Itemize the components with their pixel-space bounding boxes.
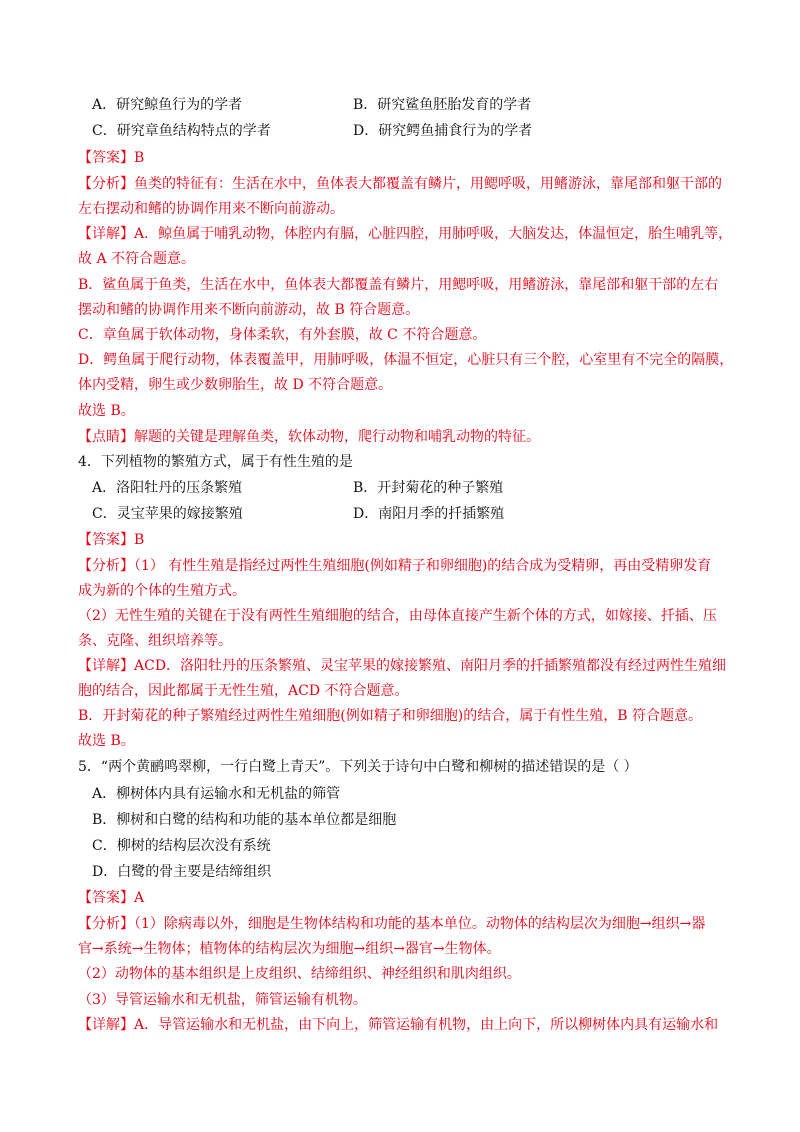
detail-line: B．开封菊花的种子繁殖经过两性生殖细胞(例如精子和卵细胞)的结合，属于有性生殖，B 符合题意。 [78,708,702,724]
analysis-line: 【分析】鱼类的特征有：生活在水中，鱼体表大都覆盖有鳞片，用鳃呼吸，用鳍游泳，靠尾部和躯干部的 [78,176,722,192]
question-4-stem: 4．下列植物的繁殖方式，属于有性生殖的是 [78,454,353,470]
detail-line: C．章鱼属于软体动物，身体柔软，有外套膜，故 C 不符合题意。 [78,327,487,343]
analysis-line: 左右摆动和鳍的协调作用来不断向前游动。 [78,201,344,217]
detail-line: 体内受精，卵生或少数卵胎生，故 D 不符合题意。 [78,377,393,393]
option-d: D．白鹭的骨主要是结缔组织 [92,864,272,880]
comment-line: 【点睛】解题的关键是理解鱼类，软体动物，爬行动物和哺乳动物的特征。 [78,429,540,445]
option-c: C．研究章鱼结构特点的学者 [92,123,271,139]
option-c: C．柳树的结构层次没有系统 [92,838,271,854]
detail-line: B．鲨鱼属于鱼类，生活在水中，鱼体表大都覆盖有鳞片，用鳃呼吸，用鳍游泳，靠尾部和躯干部的左右 [78,277,719,293]
analysis-line: 官→系统→生物体；植物体的结构层次为细胞→组织→器官→生物体。 [78,941,501,957]
question-5-stem: 5．“两个黄鹂鸣翠柳，一行白鹭上青天”。下列关于诗句中白鹭和柳树的描述错误的是（ ） [78,759,638,775]
detail-line: 摆动和鳍的协调作用来不断向前游动，故 B 符合题意。 [78,302,420,318]
detail-line: 胞的结合，因此都属于无性生殖，ACD 不符合题意。 [78,683,409,699]
option-a: A．洛阳牡丹的压条繁殖 [92,480,243,496]
option-b: B．柳树和白鹭的结构和功能的基本单位都是细胞 [92,812,397,828]
analysis-line: （3）导管运输水和无机盐，筛管运输有机物。 [78,992,367,1008]
detail-line: 【详解】A．鲸鱼属于哺乳动物，体腔内有膈，心脏四腔，用肺呼吸，大脑发达，体温恒定，胎生哺乳等， [78,226,733,242]
answer-line: 【答案】B [78,150,145,166]
answer-line: 【答案】B [78,532,145,548]
conclusion-line: 故选 B。 [78,403,135,419]
detail-line: D．鳄鱼属于爬行动物，体表覆盖甲，用肺呼吸，体温不恒定，心脏只有三个腔，心室里有不完全的隔膜， [78,352,734,368]
option-c: C．灵宝苹果的嫁接繁殖 [92,506,243,522]
option-b: B．开封菊花的种子繁殖 [353,480,504,496]
option-a: A．研究鲸鱼行为的学者 [92,97,243,113]
conclusion-line: 故选 B。 [78,733,135,749]
detail-line: 故 A 不符合题意。 [78,251,196,267]
detail-line: 【详解】A．导管运输水和无机盐，由下向上，筛管运输有机物，由上向下，所以柳树体内具有运输水和 [78,1017,719,1033]
analysis-line: （2）动物体的基本组织是上皮组织、结缔组织、神经组织和肌肉组织。 [78,966,521,982]
answer-line: 【答案】A [78,890,145,906]
analysis-line: （2）无性生殖的关键在于没有两性生殖细胞的结合，由母体直接产生新个体的方式，如嫁接、扦插、压 [78,608,717,624]
option-a: A．柳树体内具有运输水和无机盐的筛管 [92,786,341,802]
analysis-line: 成为新的个体的生殖方式。 [78,583,246,599]
analysis-line: 【分析】（1）除病毒以外，细胞是生物体结构和功能的基本单位。动物体的结构层次为细胞→组织→器 [78,916,706,932]
analysis-line: 【分析】（1） 有性生殖是指经过两性生殖细胞(例如精子和卵细胞)的结合成为受精卵，再由受精卵发育 [78,558,712,574]
option-d: D．南阳月季的扦插繁殖 [353,506,505,522]
detail-line: 【详解】ACD．洛阳牡丹的压条繁殖、灵宝苹果的嫁接繁殖、南阳月季的扦插繁殖都没有经过两性生殖细 [78,658,727,674]
option-b: B．研究鲨鱼胚胎发育的学者 [353,97,532,113]
analysis-line: 条、克隆、组织培养等。 [78,633,232,649]
option-d: D．研究鳄鱼捕食行为的学者 [353,123,533,139]
